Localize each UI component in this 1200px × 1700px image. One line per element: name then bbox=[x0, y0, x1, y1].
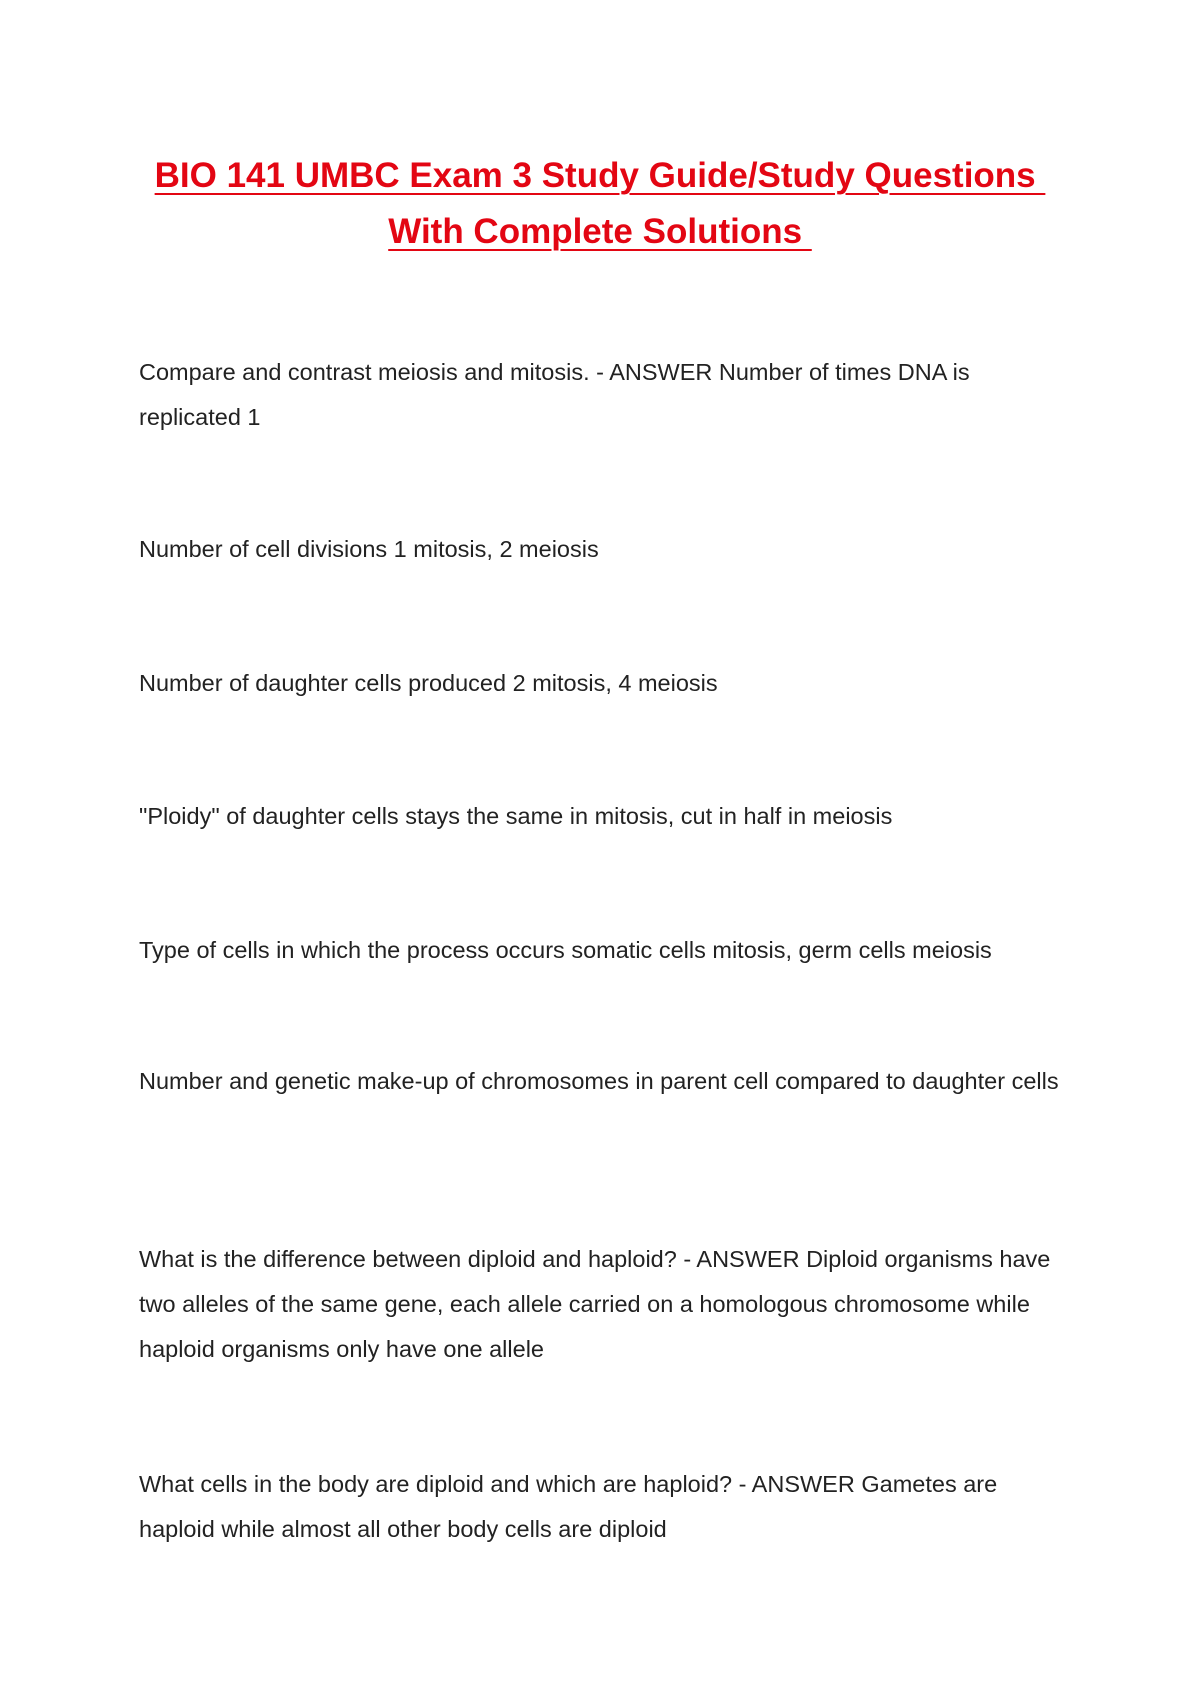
document-title-line-1 bbox=[0, 158, 1200, 193]
paragraph-cell-types: Type of cells in which the process occurs somatic cells mitosis, germ cells meiosis bbox=[139, 937, 992, 963]
paragraph-diploid-haploid-cells: What cells in the body are diploid and which are haploid? - ANSWER Gametes are haploid while almost all other body cells are diploid bbox=[139, 1471, 998, 1542]
paragraph-cell-divisions: Number of cell divisions 1 mitosis, 2 meiosis bbox=[139, 536, 599, 562]
document-title-text-2: With Complete Solutions bbox=[388, 212, 812, 251]
document-title-line-2 bbox=[0, 214, 1200, 249]
paragraph-chromosome-makeup: Number and genetic make-up of chromosomes in parent cell compared to daughter cells bbox=[139, 1068, 1059, 1094]
paragraph-daughter-cells: Number of daughter cells produced 2 mitosis, 4 meiosis bbox=[139, 670, 718, 696]
paragraph-diploid-haploid-difference: What is the difference between diploid and haploid? - ANSWER Diploid organisms have two alleles of the same gene, each allele carried on a homologous chromosome while haploid organisms only have one allele bbox=[139, 1246, 1051, 1362]
document-title-text-1: BIO 141 UMBC Exam 3 Study Guide/Study Questions bbox=[154, 156, 1046, 195]
paragraph-ploidy: "Ploidy" of daughter cells stays the same in mitosis, cut in half in meiosis bbox=[139, 803, 893, 829]
paragraph-meiosis-mitosis-compare: Compare and contrast meiosis and mitosis. - ANSWER Number of times DNA is replicated 1 bbox=[139, 359, 970, 430]
